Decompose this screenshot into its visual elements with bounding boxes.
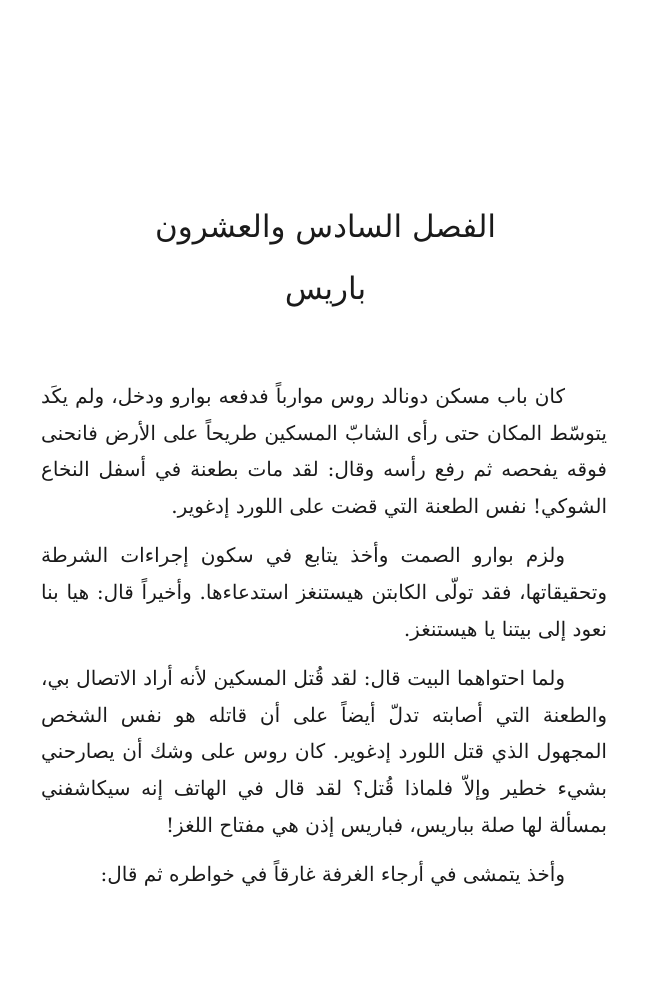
chapter-title: الفصل السادس والعشرون	[154, 209, 497, 245]
body-text	[41, 378, 607, 906]
paragraph: وأخذ يتمشى في أرجاء الغرفة غارقاً في خواطره ثم قال:	[100, 862, 565, 887]
paragraph: ولزم بوارو الصمت وأخذ يتابع في سكون إجراءات الشرطة وتحقيقاتها، فقد تولّى الكابتن هيستنغز استدعاءها. وأخيراً قال: هيا بنا نعود إلى بيتنا يا هيستنغز.	[41, 543, 607, 641]
paragraph: ولما احتواهما البيت قال: لقد قُتل المسكين لأنه أراد الاتصال بي، والطعنة التي أصابته تدلّ أيضاً على أن قاتله هو نفس الشخص المجهول الذي قتل اللورد إدغوير. كان روس على وشك أن يصارحني بشيء خطير وإلاّ فلماذا قُتل؟ لقد قال في الهاتف إنه سيكاشفني بمسألة لها صلة بباريس، فباريس إذن هي مفتاح اللغز!	[41, 666, 607, 837]
chapter-subtitle: باريس	[284, 271, 367, 307]
paragraph: كان باب مسكن دونالد روس موارباً فدفعه بوارو ودخل، ولم يكَد يتوسّط المكان حتى رأى الشابّ المسكين طريحاً على الأرض فانحنى فوقه يفحصه ثم رفع رأسه وقال: لقد مات بطعنة في أسفل النخاع الشوكي! نفس الطعنة التي قضت على اللورد إدغوير.	[41, 384, 607, 518]
